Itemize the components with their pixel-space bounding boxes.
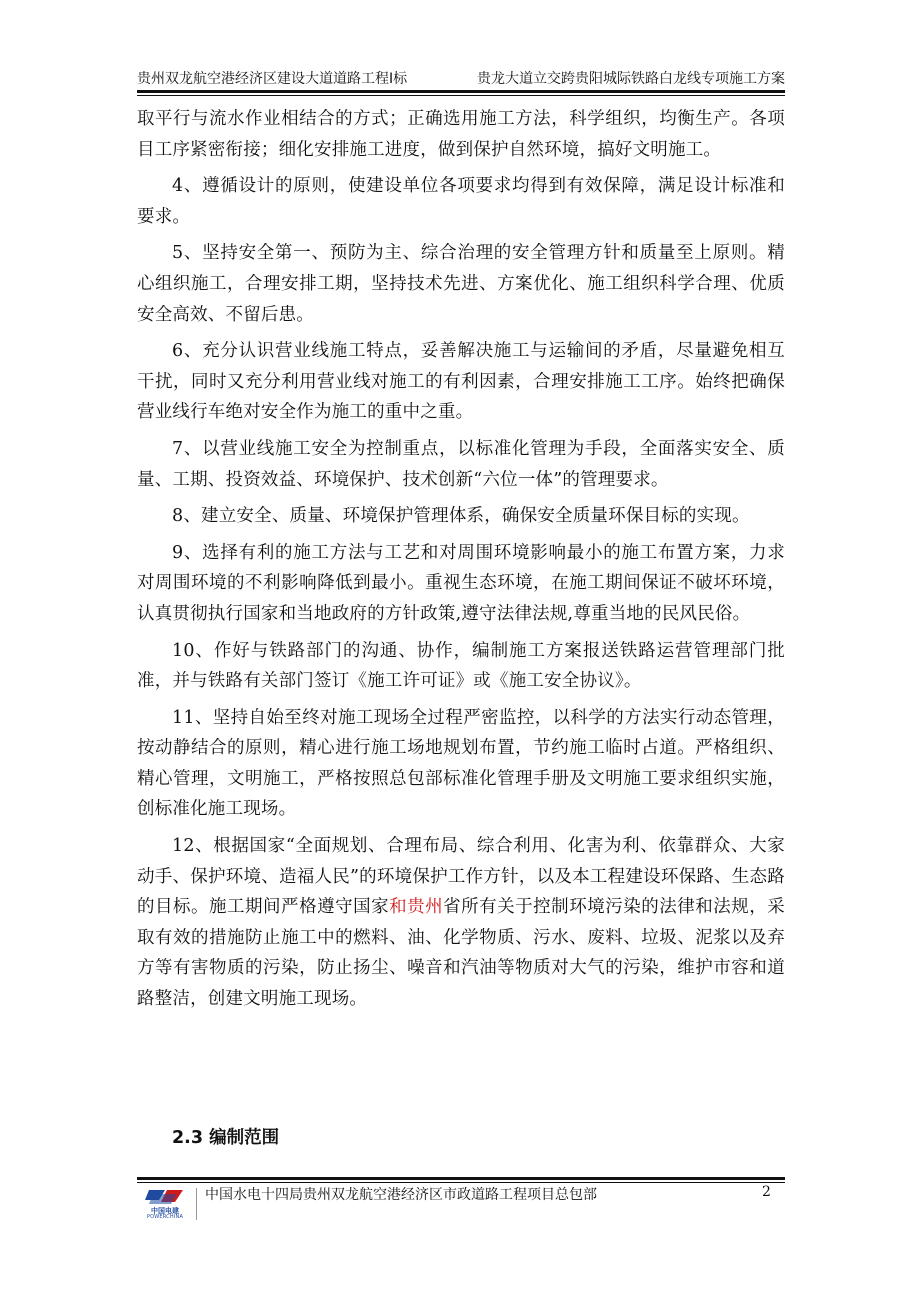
paragraph-continuation: 取平行与流水作业相结合的方式；正确选用施工方法，科学组织，均衡生产。各项目工序紧密衔接；细化安排施工进度，做到保护自然环境，搞好文明施工。 — [137, 109, 785, 160]
page-number: 2 — [762, 1184, 771, 1200]
logo-english-text: POWERCHINA — [146, 1214, 184, 1220]
highlighted-text: 和贵州 — [389, 897, 444, 918]
paragraph-12-before: 12、根据国家“全面规划、合理布局、综合利用、化害为利、依靠群众、大家动手、保护环境、造福人民”的环境保护工作方针，以及本工程建设环保路、生态路的目标。施工期间严格遵守国家 — [137, 836, 785, 918]
header-rule — [137, 90, 785, 93]
footer-rule — [137, 1177, 785, 1180]
paragraph-10: 10、作好与铁路部门的沟通、协作，编制施工方案报送铁路运营管理部门批准，并与铁路有关部门签订《施工许可证》或《施工安全协议》。 — [137, 640, 785, 692]
paragraph-7: 7、以营业线施工安全为控制重点，以标准化管理为手段，全面落实安全、质量、工期、投资效益、环境保护、技术创新“六位一体”的管理要求。 — [137, 438, 785, 490]
paragraph-12-after: 省所有关于控制环境污染的法律和法规，采取有效的措施防止施工中的燃料、油、化学物质、污水、废料、垃圾、泥浆以及弃方等有害物质的污染，防止扬尘、噪音和汽油等物质对大气的污染，维护市容和道路整洁，创建文明施工现场。 — [137, 897, 785, 1010]
page-header — [137, 64, 785, 90]
logo-chinese-text: 中国电建 — [151, 1207, 179, 1215]
header-left-title: 贵州双龙航空港经济区建设大道道路工程Ⅰ标 — [137, 71, 408, 87]
paragraph-8: 8、建立安全、质量、环境保护管理体系，确保安全质量环保目标的实现。 — [172, 506, 750, 527]
footer-divider — [196, 1188, 197, 1220]
footer-rule-thin — [137, 1182, 785, 1183]
paragraph-11: 11、坚持自始至终对施工现场全过程严密监控，以科学的方法实行动态管理，按动静结合的原则，精心进行施工场地规划布置，节约施工临时占道。严格组织、精心管理，文明施工，严格按照总包部标准化管理手册及文明施工要求组织实施，创标准化施工现场。 — [137, 707, 785, 820]
paragraph-12 — [137, 831, 785, 1015]
header-right-title: 贵龙大道立交跨贵阳城际铁路白龙线专项施工方案 — [477, 71, 785, 87]
body-text — [137, 104, 785, 1015]
header-rule-thin — [137, 95, 785, 96]
paragraph-6: 6、充分认识营业线施工特点，妥善解决施工与运输间的矛盾，尽量避免相互干扰，同时又充分利用营业线对施工的有利因素，合理安排施工工序。始终把确保营业线行车绝对安全作为施工的重中之重。 — [137, 341, 785, 423]
paragraph-5: 5、坚持安全第一、预防为主、综合治理的安全管理方针和质量至上原则。精心组织施工，合理安排工期，坚持技术先进、方案优化、施工组织科学合理、优质安全高效、不留后患。 — [137, 243, 785, 325]
footer-organization: 中国水电十四局贵州双龙航空港经济区市政道路工程项目总包部 — [205, 1187, 597, 1203]
paragraph-9: 9、选择有利的施工方法与工艺和对周围环境影响最小的施工布置方案，力求对周围环境的不利影响降低到最小。重视生态环境，在施工期间保证不破坏环境，认真贯彻执行国家和当地政府的方针政策,遵守法律法规,尊重当地的民风民俗。 — [137, 542, 785, 624]
paragraph-4: 4、遵循设计的原则，使建设单位各项要求均得到有效保障，满足设计标准和要求。 — [137, 176, 785, 227]
section-heading: 2.3 编制范围 — [172, 1128, 280, 1148]
